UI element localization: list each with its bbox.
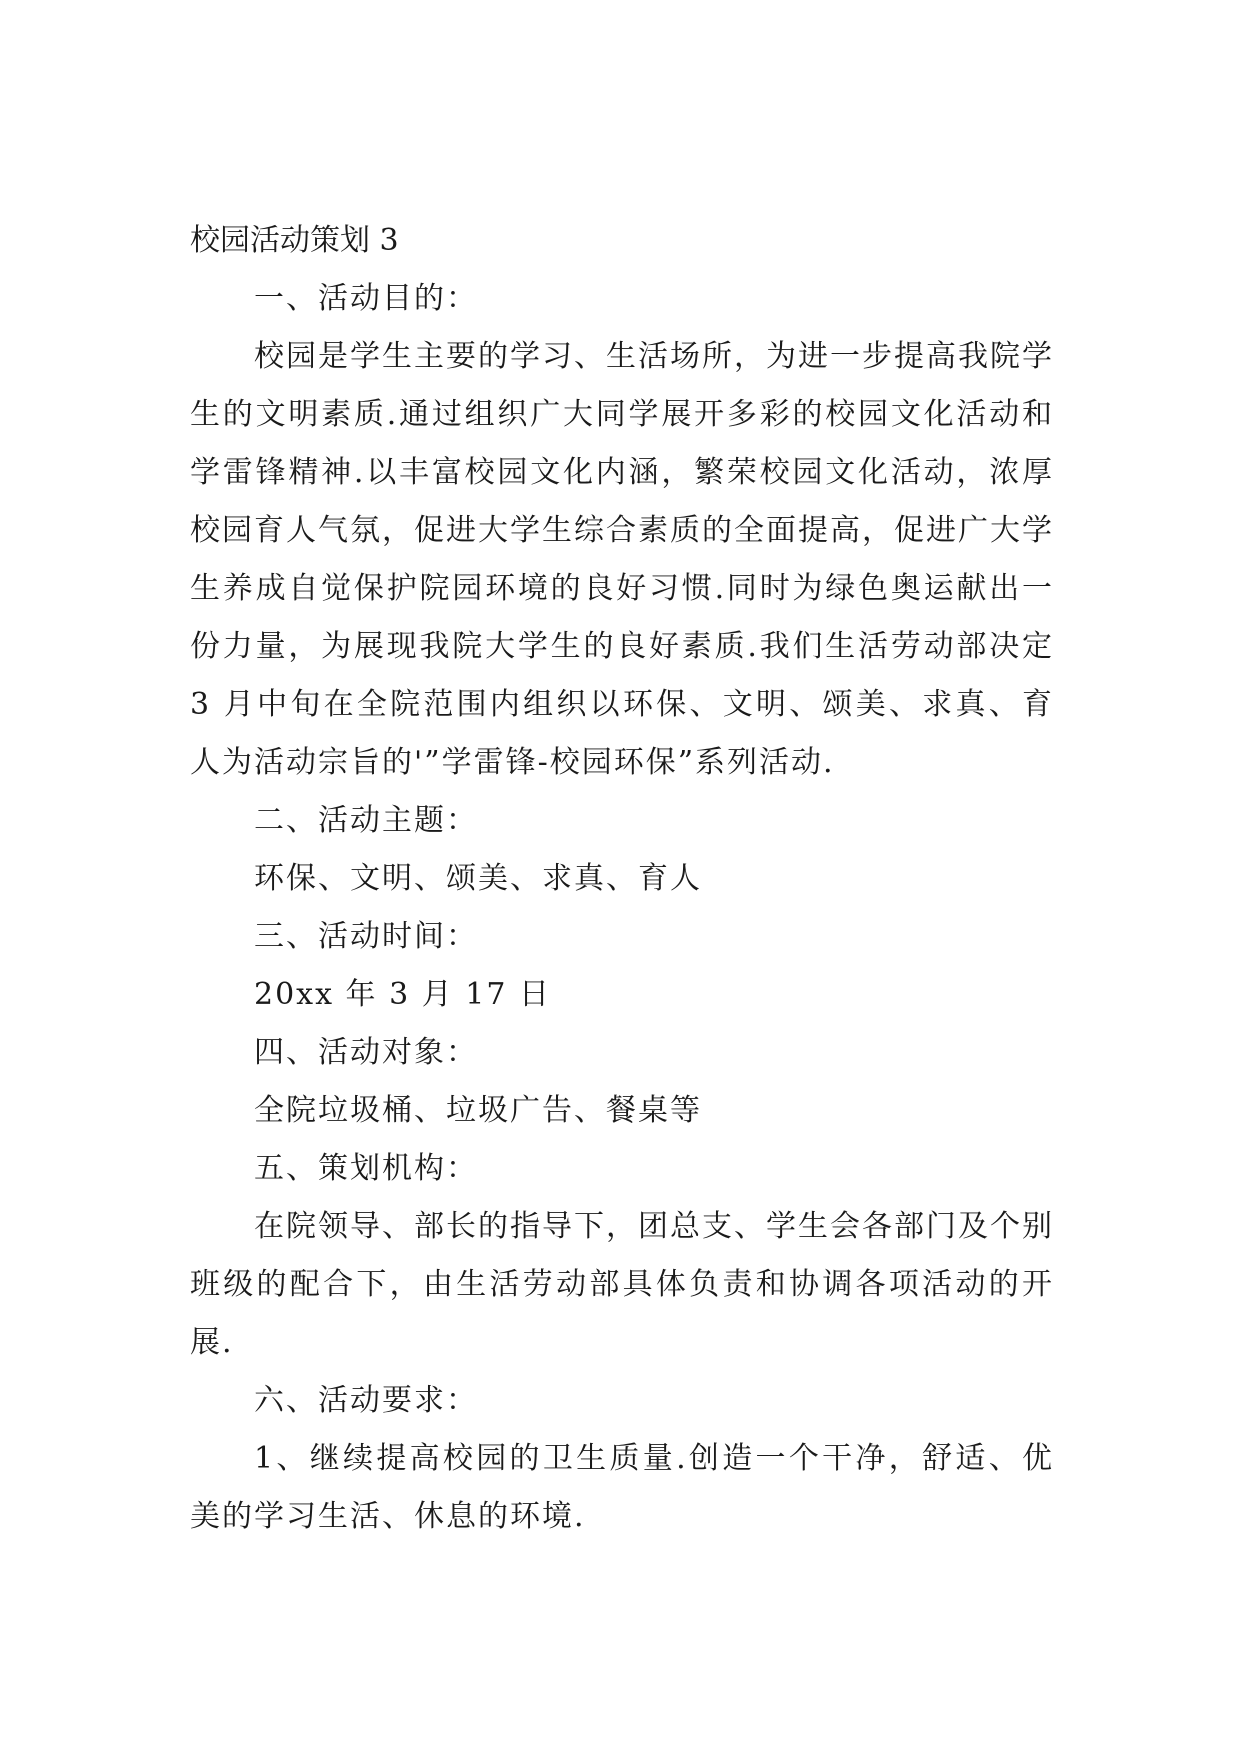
section-heading-theme: 二、活动主题： [254, 803, 478, 838]
paragraph-time: 20xx 年 3 月 17 日 [254, 977, 551, 1012]
paragraph-requirement-1: 1、继续提高校园的卫生质量.创造一个干净，舒适、优美的学习生活、休息的环境. [190, 1441, 1054, 1534]
paragraph-target: 全院垃圾桶、垃圾广告、餐桌等 [254, 1093, 702, 1128]
paragraph-purpose: 校园是学生主要的学习、生活场所，为进一步提高我院学生的文明素质.通过组织广大同学展开多彩的校园文化活动和学雷锋精神.以丰富校园文化内涵，繁荣校园文化活动，浓厚校园育人气氛，促进大学生综合素质的全面提高，促进广大学生养成自觉保护院园环境的良好习惯.同时为绿色奥运献出一份力量，为展现我院大学生的良好素质.我们生活劳动部决定 3 月中旬在全院范围内组织以环保、文明、颂美、求真、育人为活动宗旨的'”学雷锋-校园环保”系列活动. [190, 339, 1054, 780]
section-heading-requirements: 六、活动要求： [254, 1383, 478, 1418]
section-heading-purpose: 一、活动目的： [254, 281, 478, 316]
document-body [190, 212, 1054, 1546]
document-title: 校园活动策划 3 [190, 223, 399, 258]
section-heading-organizer: 五、策划机构： [254, 1151, 478, 1186]
section-heading-target: 四、活动对象： [254, 1035, 478, 1070]
paragraph-organizer: 在院领导、部长的指导下，团总支、学生会各部门及个别班级的配合下，由生活劳动部具体负责和协调各项活动的开展. [190, 1209, 1054, 1360]
section-heading-time: 三、活动时间： [254, 919, 478, 954]
paragraph-theme: 环保、文明、颂美、求真、育人 [254, 861, 702, 896]
